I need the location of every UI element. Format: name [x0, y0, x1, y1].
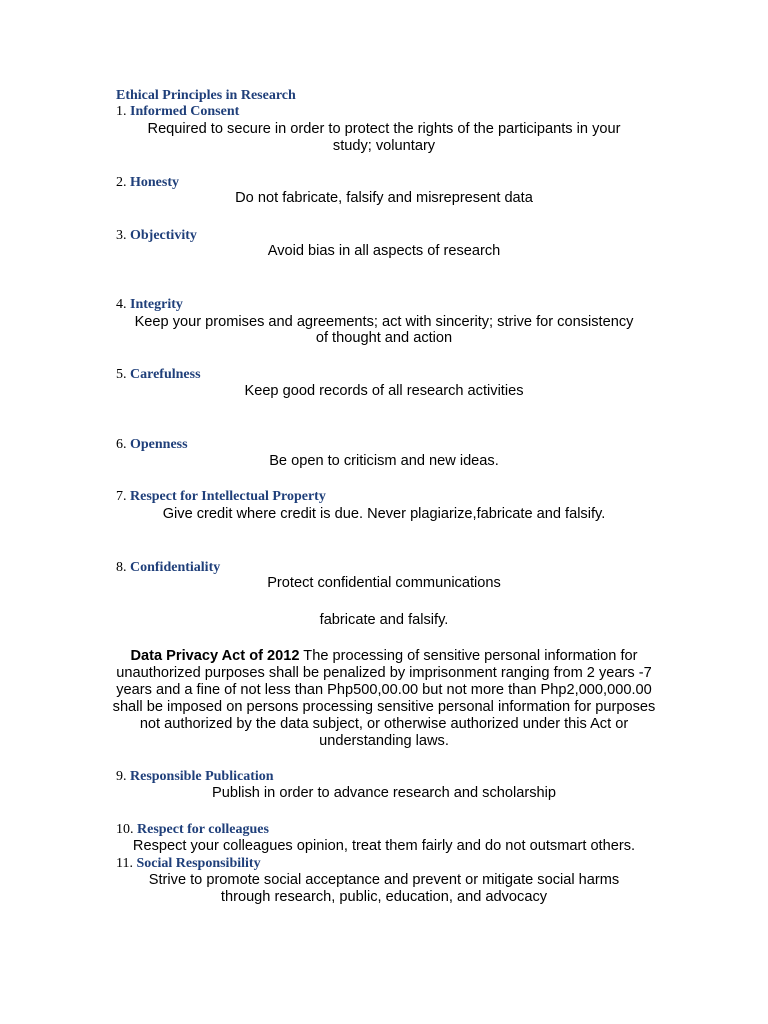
principle-name: Informed Consent [130, 104, 240, 119]
data-privacy-label: Data Privacy Act of 2012 [130, 648, 300, 664]
principle-number: 6. [116, 437, 127, 452]
principle-desc-11a: Strive to promote social acceptance and prevent or mitigate social harms [148, 872, 620, 888]
principle-heading-4 [116, 297, 183, 313]
principle-number: 9. [116, 769, 127, 784]
principle-desc-3: Avoid bias in all aspects of research [267, 243, 501, 259]
principle-heading-9 [116, 769, 274, 785]
principle-desc-7: Give credit where credit is due. Never plagiarize,fabricate and falsify. [162, 506, 606, 522]
principle-desc-8a: Protect confidential communications [267, 575, 501, 591]
principle-name: Respect for colleagues [137, 822, 269, 837]
principle-number: 10. [116, 822, 134, 837]
principle-name: Respect for Intellectual Property [130, 489, 326, 504]
principle-desc-1b: study; voluntary [332, 138, 436, 154]
principle-heading-2 [116, 175, 179, 191]
document-title: Ethical Principles in Research [116, 88, 296, 103]
data-privacy-paragraph [110, 648, 658, 750]
principle-name: Objectivity [130, 228, 197, 243]
principle-desc-6: Be open to criticism and new ideas. [269, 453, 499, 469]
principle-desc-2: Do not fabricate, falsify and misrepresent data [235, 190, 533, 206]
principle-number: 8. [116, 560, 127, 575]
principle-desc-10: Respect your colleagues opinion, treat them fairly and do not outsmart others. [132, 838, 636, 854]
principle-number: 2. [116, 175, 127, 190]
principle-name: Integrity [130, 297, 183, 312]
principle-name: Openness [130, 437, 188, 452]
principle-heading-8 [116, 560, 220, 576]
principle-heading-6 [116, 437, 188, 453]
principle-heading-10 [116, 822, 269, 838]
principle-number: 4. [116, 297, 127, 312]
principle-name: Social Responsibility [136, 856, 261, 871]
principle-heading-3 [116, 228, 197, 244]
principle-heading-5 [116, 367, 201, 383]
principle-desc-11b: through research, public, education, and advocacy [220, 889, 548, 905]
principle-number: 7. [116, 489, 127, 504]
principle-number: 1. [116, 104, 127, 119]
principle-name: Confidentiality [130, 560, 221, 575]
data-privacy-text: The processing of sensitive personal information for unauthorized purposes shall be penalized by imprisonment ranging from 2 years -7 years and a fine of not less than Php500,00.00 but not more than Php2,000,000.00 shall be imposed on persons processing sensitive personal information for purposes not authorized by the data subject, or otherwise authorized under this Act or understanding laws. [112, 648, 656, 749]
principle-desc-9: Publish in order to advance research and scholarship [212, 785, 556, 801]
principle-name: Carefulness [130, 367, 201, 382]
principle-desc-4a: Keep your promises and agreements; act with sincerity; strive for consistency [134, 314, 634, 330]
principle-desc-8b: fabricate and falsify. [319, 612, 449, 628]
principle-number: 3. [116, 228, 127, 243]
principle-heading-1 [116, 104, 239, 120]
principle-number: 11. [116, 856, 133, 871]
principle-name: Responsible Publication [130, 769, 274, 784]
principle-number: 5. [116, 367, 127, 382]
principle-name: Honesty [130, 175, 179, 190]
principle-desc-5: Keep good records of all research activities [244, 383, 524, 399]
principle-desc-1a: Required to secure in order to protect the rights of the participants in your [147, 121, 621, 137]
principle-heading-7 [116, 489, 326, 505]
principle-heading-11 [116, 856, 261, 872]
principle-desc-4b: of thought and action [315, 330, 453, 346]
